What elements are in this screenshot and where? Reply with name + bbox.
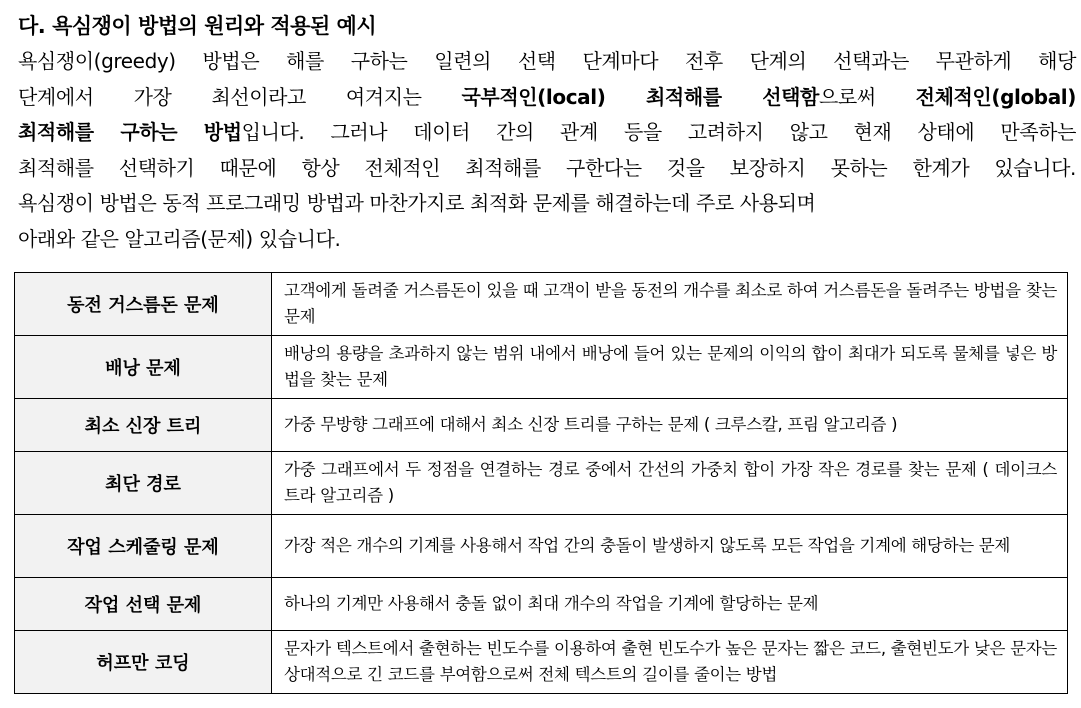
problem-description: 가장 적은 개수의 기계를 사용해서 작업 간의 충돌이 발생하지 않도록 모든 작업을 기계에 해당하는 문제 <box>272 515 1068 578</box>
problem-name: 작업 선택 문제 <box>15 578 272 631</box>
paragraph-line: 욕심쟁이(greedy) 방법은 해를 구하는 일련의 선택 단계마다 전후 단계의 선택과는 무관하게 해당 <box>18 49 1076 73</box>
problem-description: 배낭의 용량을 초과하지 않는 범위 내에서 배낭에 들어 있는 문제의 이익의 합이 최대가 되도록 물체를 넣은 방법을 찾는 문제 <box>272 336 1068 399</box>
problem-name: 작업 스케줄링 문제 <box>15 515 272 578</box>
table-row <box>15 273 1068 336</box>
emphasis-text: 최적해를 구하는 방법 <box>18 120 242 144</box>
problem-name: 최소 신장 트리 <box>15 399 272 452</box>
paragraph-line: 최적해를 선택하기 때문에 항상 전체적인 최적해를 구한다는 것을 보장하지 못하는 한계가 있습니다. <box>18 155 1076 180</box>
table-row <box>15 452 1068 515</box>
paragraph-line <box>18 80 1076 116</box>
table-row <box>15 515 1068 578</box>
problem-name: 배낭 문제 <box>15 336 272 399</box>
emphasis-text: 전체적인(global) <box>915 84 1076 109</box>
section-heading: 다. 욕심쟁이 방법의 원리와 적용된 예시 <box>18 14 377 38</box>
problem-name: 허프만 코딩 <box>15 631 272 694</box>
table-row <box>15 631 1068 694</box>
problem-name: 최단 경로 <box>15 452 272 515</box>
emphasis-text: 국부적인(local) 최적해를 선택함 <box>461 84 819 109</box>
paragraph-line <box>18 115 1076 151</box>
paragraph-text: 으로써 <box>818 84 916 109</box>
problem-description: 가중 무방향 그래프에 대해서 최소 신장 트리를 구하는 문제 ( 크루스칼, 프림 알고리즘 ) <box>272 399 1068 452</box>
table-row <box>15 578 1068 631</box>
problem-description: 가중 그래프에서 두 정점을 연결하는 경로 중에서 간선의 가중치 합이 가장 작은 경로를 찾는 문제 ( 데이크스트라 알고리즘 ) <box>272 452 1068 515</box>
problem-description: 하나의 기계만 사용해서 충돌 없이 최대 개수의 작업을 기계에 할당하는 문제 <box>272 578 1068 631</box>
paragraph-line: 아래와 같은 알고리즘(문제) 있습니다. <box>18 226 341 251</box>
problem-name: 동전 거스름돈 문제 <box>15 273 272 336</box>
paragraph-text: 단계에서 가장 최선이라고 여겨지는 <box>18 84 462 109</box>
problem-description: 고객에게 돌려줄 거스름돈이 있을 때 고객이 받을 동전의 개수를 최소로 하여 거스름돈을 돌려주는 방법을 찾는 문제 <box>272 273 1068 336</box>
paragraph-text: 입니다. 그러나 데이터 간의 관계 등을 고려하지 않고 현재 상태에 만족하는 <box>241 120 1076 144</box>
table-row <box>15 336 1068 399</box>
paragraph-line: 욕심쟁이 방법은 동적 프로그래밍 방법과 마찬가지로 최적화 문제를 해결하는데 주로 사용되며 <box>18 191 816 215</box>
intro-paragraph <box>18 44 1076 257</box>
greedy-examples-table <box>14 272 1068 694</box>
table-row <box>15 399 1068 452</box>
problem-description: 문자가 텍스트에서 출현하는 빈도수를 이용하여 출현 빈도수가 높은 문자는 짧은 코드, 출현빈도가 낮은 문자는 상대적으로 긴 코드를 부여함으로써 전체 텍스트의 길이를 줄이는 방법 <box>272 631 1068 694</box>
